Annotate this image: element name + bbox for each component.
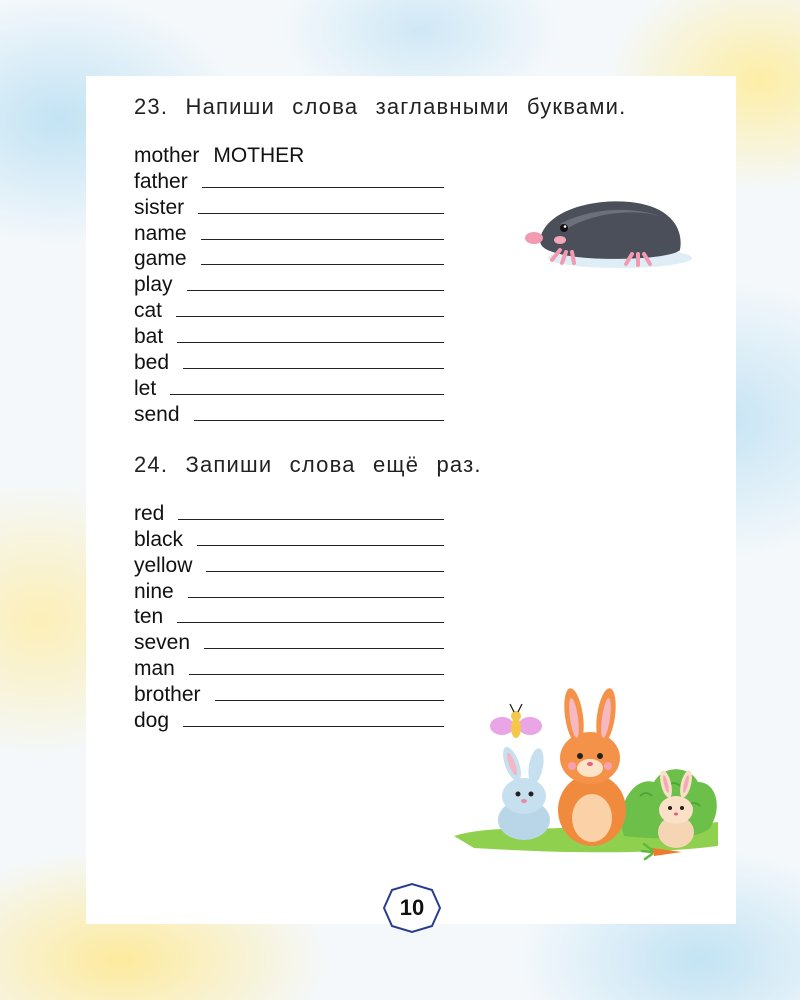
word-label: man: [134, 657, 175, 681]
answer-line[interactable]: [177, 622, 444, 623]
word-row: [134, 550, 444, 576]
word-label: let: [134, 376, 157, 400]
answer-line[interactable]: [197, 545, 444, 546]
word-row: [134, 576, 444, 602]
word-row: [134, 705, 444, 731]
word-label: send: [134, 402, 180, 426]
answer-line[interactable]: [206, 571, 444, 572]
answer-line[interactable]: [194, 420, 444, 421]
answer-line[interactable]: [198, 213, 444, 214]
word-label: black: [134, 527, 184, 551]
exercise-24-title: 24. Запиши слова ещё раз.: [134, 452, 482, 477]
word-label: cat: [134, 299, 163, 323]
answer-line[interactable]: [215, 700, 444, 701]
word-label: brother: [134, 683, 201, 707]
answer-line[interactable]: [187, 290, 444, 291]
word-row: [134, 373, 444, 399]
answer-line[interactable]: [189, 674, 444, 675]
answer-line[interactable]: [204, 648, 444, 649]
answer-line[interactable]: [201, 239, 444, 240]
word-label: game: [134, 247, 187, 271]
word-row: [134, 192, 444, 218]
bunnies-illustration: [454, 686, 724, 866]
word-label: sister: [134, 195, 185, 219]
answer-line[interactable]: [201, 264, 444, 265]
word-label: name: [134, 221, 187, 245]
mole-illustration: [520, 188, 700, 278]
answer-line[interactable]: [177, 342, 444, 343]
word-row: [134, 498, 444, 524]
answer-line[interactable]: [170, 394, 444, 395]
word-label: red: [134, 501, 165, 525]
mole-cheek: [554, 236, 566, 244]
answer-line[interactable]: [188, 597, 444, 598]
answer-line[interactable]: [202, 187, 444, 188]
exercise-23-list: [134, 140, 444, 425]
word-label: father: [134, 169, 188, 193]
word-row: [134, 295, 444, 321]
word-row: [134, 269, 444, 295]
example-word: mother: [134, 143, 200, 167]
word-label: seven: [134, 631, 191, 655]
example-row: [134, 140, 444, 166]
word-label: nine: [134, 579, 174, 603]
word-label: bat: [134, 325, 164, 349]
blue-bunny: [498, 745, 550, 840]
word-row: [134, 602, 444, 628]
word-row: [134, 524, 444, 550]
word-row: [134, 347, 444, 373]
word-row: [134, 166, 444, 192]
word-row: [134, 679, 444, 705]
word-row: [134, 653, 444, 679]
butterfly: [490, 704, 542, 738]
word-row: [134, 218, 444, 244]
exercise-24-list: [134, 498, 444, 731]
word-row: [134, 244, 444, 270]
mole-nose: [525, 232, 543, 244]
word-row: [134, 399, 444, 425]
answer-line[interactable]: [183, 726, 444, 727]
exercise-23-title: 23. Напиши слова заглавными буквами.: [134, 94, 627, 119]
worksheet-page: [86, 76, 736, 924]
word-label: bed: [134, 351, 170, 375]
answer-line[interactable]: [178, 519, 444, 520]
page-number-badge: [374, 880, 450, 936]
word-label: dog: [134, 709, 170, 733]
word-label: ten: [134, 605, 164, 629]
answer-line[interactable]: [176, 316, 444, 317]
page-number: 10: [399, 895, 425, 920]
orange-bunny: [558, 687, 626, 846]
word-label: yellow: [134, 553, 193, 577]
example-answer: MOTHER: [213, 143, 305, 167]
word-label: play: [134, 273, 173, 297]
word-row: [134, 627, 444, 653]
word-row: [134, 321, 444, 347]
mole-eye: [560, 224, 568, 232]
answer-line[interactable]: [183, 368, 444, 369]
